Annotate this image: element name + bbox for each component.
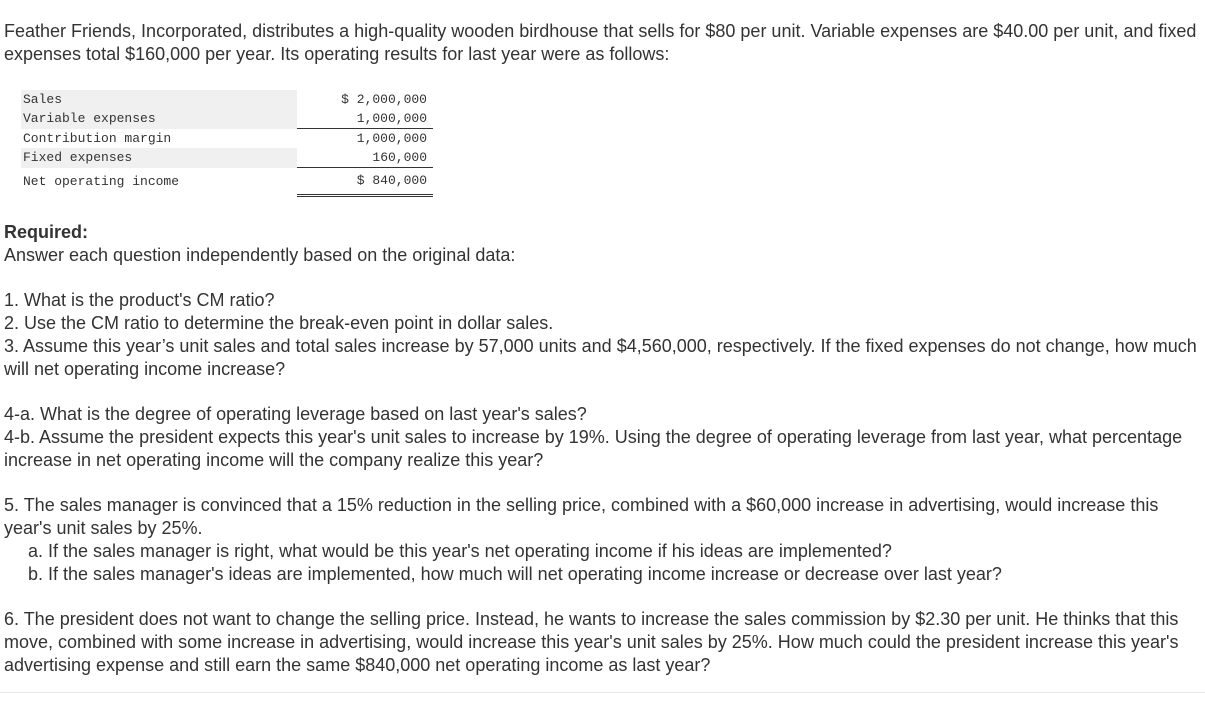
problem-intro: Feather Friends, Incorporated, distributes a high-quality wooden birdhouse that sells for $80 per unit. Variable expenses are $40.00 per unit, and fixed expenses total $160,000 per year. Its operating results for last year were as follows: [4,21,1197,64]
question-group-1-3 [4,289,1199,381]
row-label-sales: Sales [21,90,297,109]
question-5: 5. The sales manager is convinced that a 15% reduction in the selling price, combined with a $60,000 increase in advertising, would increase this year's unit sales by 25%. [4,495,1159,538]
question-3: 3. Assume this year’s unit sales and total sales increase by 57,000 units and $4,560,000, respectively. If the fixed expenses do not change, how much will net operating income increase? [4,336,1197,379]
table-row [21,168,433,196]
row-amount-net-operating-income: $ 840,000 [297,168,433,196]
row-label-variable-expenses: Variable expenses [21,109,297,129]
row-amount-variable-expenses: 1,000,000 [297,109,433,129]
question-6: 6. The president does not want to change the selling price. Instead, he wants to increase the sales commission by $2.30 per unit. He thinks that this move, combined with some increase in advertising, would increase this year's unit sales by 25%. How much could the president increase this year's advertising expense and still earn the same $840,000 net operating income as last year? [4,609,1179,675]
table-row [21,90,433,109]
bottom-divider [0,692,1205,693]
income-statement-table [21,90,433,197]
problem-page [4,20,1199,677]
question-5a: a. If the sales manager is right, what would be this year's net operating income if his ideas are implemented? [28,541,892,561]
question-group-4 [4,403,1199,472]
question-1: 1. What is the product's CM ratio? [4,290,275,310]
question-4b: 4-b. Assume the president expects this year's unit sales to increase by 19%. Using the degree of operating leverage from last year, what percentage increase in net operating income will the company realize this year? [4,427,1183,470]
required-instruction: Answer each question independently based on the original data: [4,245,516,265]
table-row [21,148,433,168]
row-amount-fixed-expenses: 160,000 [297,148,433,168]
question-4a: 4-a. What is the degree of operating leverage based on last year's sales? [4,404,587,424]
question-group-5 [4,494,1199,586]
row-label-contribution-margin: Contribution margin [23,130,172,146]
required-heading: Required: [4,222,89,242]
table-row [21,109,433,129]
row-amount-sales: $ 2,000,000 [341,92,427,107]
row-amount-contribution-margin: 1,000,000 [356,131,427,146]
question-2: 2. Use the CM ratio to determine the break-even point in dollar sales. [4,313,554,333]
table-row [21,129,433,149]
question-5b: b. If the sales manager's ideas are implemented, how much will net operating income increase or decrease over last year? [28,564,1002,584]
row-label-net-operating-income: Net operating income [23,173,180,189]
question-group-6 [4,608,1199,677]
row-label-fixed-expenses: Fixed expenses [21,148,297,168]
